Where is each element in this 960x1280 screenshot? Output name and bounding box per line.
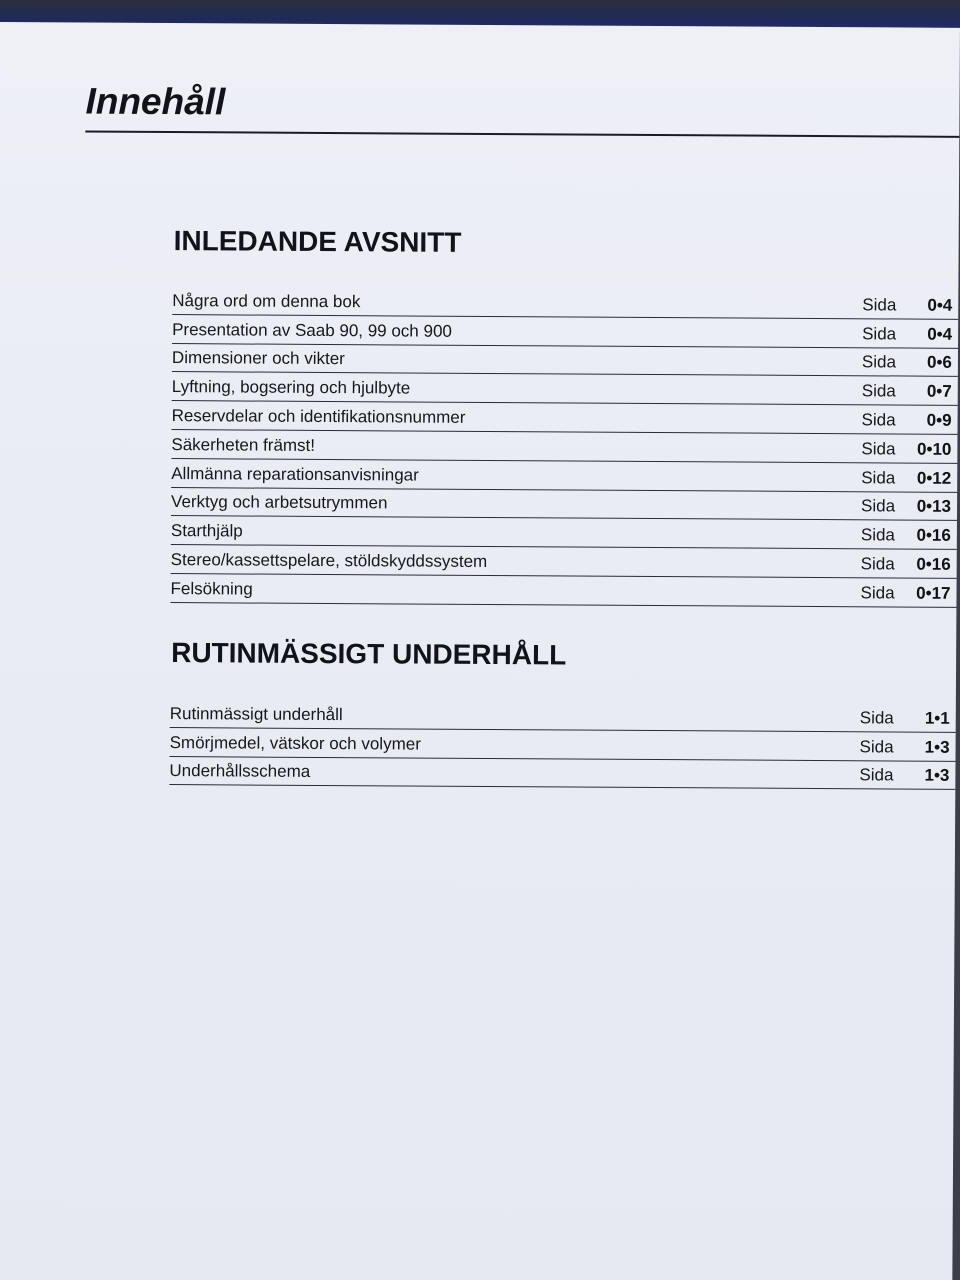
- section-heading-rutinmassigt: RUTINMÄSSIGT UNDERHÅLL: [171, 637, 567, 671]
- toc-sida-label: Sida: [861, 439, 896, 459]
- toc-sida-label: Sida: [859, 765, 894, 785]
- toc-page-number: 0•9: [926, 410, 952, 430]
- toc-sida-label: Sida: [859, 708, 894, 728]
- toc-entry-title: Starthjälp: [170, 521, 243, 541]
- toc-page-number: 0•4: [927, 295, 953, 315]
- toc-entry-title: Smörjmedel, vätskor och volymer: [169, 732, 421, 754]
- toc-entry-title: Presentation av Saab 90, 99 och 900: [172, 319, 452, 341]
- toc-page-number: 1•3: [924, 766, 950, 786]
- toc-entry-title: Felsökning: [170, 578, 253, 599]
- toc-entry-title: Verktyg och arbetsutrymmen: [171, 492, 388, 513]
- toc-page-number: 0•10: [917, 439, 952, 459]
- toc-sida-label: Sida: [861, 467, 896, 488]
- toc-entry-title: Några ord om denna bok: [172, 290, 361, 312]
- toc-entry-title: Lyftning, bogsering och hjulbyte: [171, 377, 411, 398]
- toc-entry-title: Dimensioner och vikter: [171, 348, 345, 369]
- toc-sida-label: Sida: [861, 410, 896, 430]
- toc-entry-title: Rutinmässigt underhåll: [169, 703, 343, 724]
- toc-sida-label: Sida: [862, 295, 897, 315]
- toc-sida-label: Sida: [861, 381, 896, 401]
- toc-page-number: 0•16: [916, 525, 951, 545]
- toc-entry-title: Underhållsschema: [169, 761, 311, 782]
- toc-entry-title: Stereo/kassettspelare, stöldskyddssystem: [170, 550, 488, 571]
- toc-sida-label: Sida: [862, 323, 897, 344]
- toc-row[interactable]: [169, 757, 960, 791]
- toc-sida-label: Sida: [860, 554, 895, 574]
- toc-page-number: 1•3: [924, 737, 950, 757]
- toc-entry-title: Allmänna reparationsanvisningar: [171, 463, 419, 485]
- toc-sida-label: Sida: [860, 525, 895, 545]
- toc-sida-label: Sida: [859, 736, 894, 757]
- document-page: [0, 22, 960, 1280]
- toc-page-number: 1•1: [924, 708, 950, 728]
- toc-list-inledande: [170, 286, 960, 608]
- toc-page-number: 0•12: [916, 468, 952, 488]
- toc-sida-label: Sida: [861, 496, 896, 516]
- toc-page-number: 0•6: [927, 353, 952, 373]
- toc-page-number: 0•17: [916, 583, 951, 603]
- toc-sida-label: Sida: [860, 583, 895, 603]
- toc-page-number: 0•7: [926, 381, 952, 402]
- toc-page-number: 0•4: [927, 324, 953, 344]
- section-heading-inledande: INLEDANDE AVSNITT: [173, 225, 462, 258]
- toc-sida-label: Sida: [861, 352, 897, 372]
- toc-entry-title: Säkerheten främst!: [171, 434, 316, 455]
- toc-row[interactable]: [170, 574, 960, 608]
- toc-page-number: 0•16: [916, 554, 951, 574]
- title-rule: [85, 131, 960, 138]
- toc-entry-title: Reservdelar och identifikationsnummer: [171, 406, 466, 427]
- toc-list-rutinmassigt: [169, 699, 960, 790]
- page-title: Innehåll: [85, 80, 226, 123]
- toc-page-number: 0•13: [916, 496, 952, 517]
